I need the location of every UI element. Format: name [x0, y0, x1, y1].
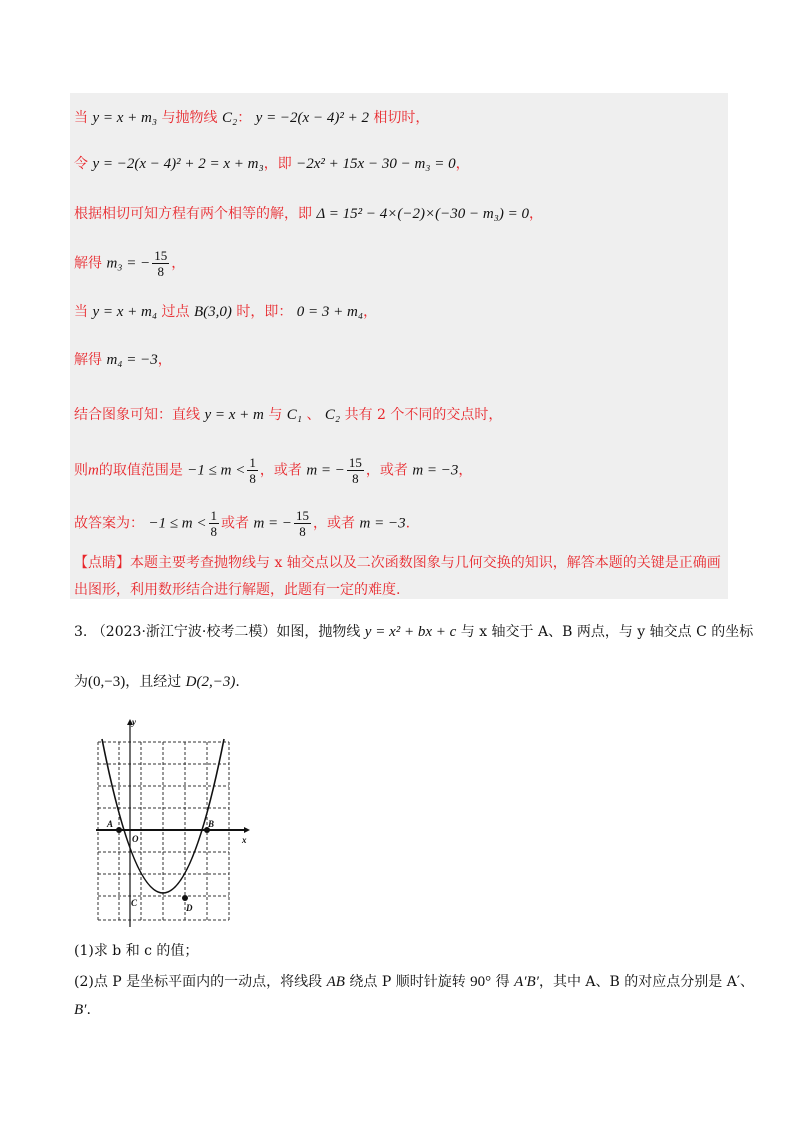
- equation: y = x + m₃: [92, 110, 158, 126]
- x-label: x: [242, 835, 247, 845]
- equation: y = −2(x − 4)² + 2 = x + m₃: [92, 156, 264, 172]
- solution-line-4: 解得 m₃ = − $\frac{15}{8}$ ，: [74, 248, 186, 279]
- parabola-graph: [96, 717, 256, 927]
- comment-line-1: 【点睛】本题主要考查抛物线与 x 轴交点以及二次函数图象与几何交换的知识，解答本题的关键是正确画: [74, 555, 721, 571]
- point-A: [116, 827, 122, 833]
- y-label: y: [132, 717, 136, 727]
- label-D: D: [186, 903, 193, 913]
- fraction: $\frac{15}{8}$: [154, 248, 168, 279]
- equation: −2x² + 15x − 30 − m₃ = 0: [296, 156, 456, 172]
- question-part-2-cont: B′.: [74, 1002, 91, 1018]
- point-D: [182, 895, 188, 901]
- equation: Δ = 15² − 4×(−2)×(−30 − m₃) = 0: [316, 206, 529, 222]
- solution-line-7: 结合图象可知：直线 y = x + m 与 C₁ 、 C₂ 共有 2 个不同的交点时，: [74, 407, 503, 423]
- label-O: O: [132, 834, 139, 844]
- label-C: C: [131, 898, 138, 908]
- question-part-2: (2)点 P 是坐标平面内的一动点，将线段 AB 绕点 P 顺时针旋转 90° 得 A′B′，其中 A、B 的对应点分别是 A′、: [74, 974, 755, 990]
- question-line-1: 3. （2023·浙江宁波·校考二模）如图，抛物线 y = x² + bx + c 与 x 轴交于 A、B 两点，与 y 轴交点 C 的坐标: [74, 624, 754, 640]
- label-B: B: [208, 819, 215, 829]
- label-A: A: [107, 819, 114, 829]
- solution-line-2: 令 y = −2(x − 4)² + 2 = x + m₃，即 −2x² + 15x − 30 − m₃ = 0，: [74, 156, 470, 172]
- solution-line-9: 故答案为： −1 ≤ m < $\frac{1}{8}$ 或者 m = − $\frac{15}{8}$ ，或者 m = −3.: [74, 508, 411, 539]
- solution-line-3: 根据相切可知方程有两个相等的解，即 Δ = 15² − 4×(−2)×(−30 − m₃) = 0，: [74, 206, 543, 222]
- solution-line-6: 解得 m₄ = −3，: [74, 352, 172, 368]
- solution-line-5: 当 y = x + m₄ 过点 B(3,0) 时，即： 0 = 3 + m₄，: [74, 304, 378, 320]
- question-line-2: 为(0,−3)，且经过 D(2,−3).: [74, 674, 240, 690]
- equation: y = x² + bx + c: [364, 624, 457, 640]
- solution-line-8: 则m的取值范围是 −1 ≤ m < $\frac{1}{8}$ ，或者 m = − $\frac{15}{8}$ ，或者 m = −3，: [74, 455, 473, 486]
- comment-line-2: 出图形，利用数形结合进行解题，此题有一定的难度.: [74, 582, 401, 598]
- question-part-1: (1)求 b 和 c 的值；: [74, 943, 199, 959]
- equation: y = −2(x − 4)² + 2: [255, 110, 369, 126]
- solution-line-1: 当 y = x + m₃ 与抛物线 C₂： y = −2(x − 4)² + 2 相切时，: [74, 110, 430, 126]
